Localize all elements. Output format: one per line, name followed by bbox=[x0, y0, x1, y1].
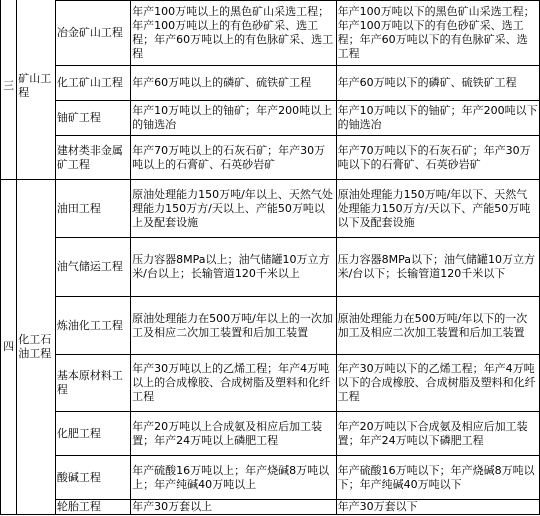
project-name-cell: 基本原材料工程 bbox=[55, 355, 130, 412]
table-row bbox=[1, 66, 540, 101]
table-row bbox=[1, 101, 540, 136]
section-category: 矿山工程 bbox=[17, 0, 56, 180]
medium-scale-cell: 年产硫酸16万吨以下；年产烧碱8万吨以下；年产纯碱40万吨以下 bbox=[336, 456, 539, 500]
large-scale-cell: 压力容器8MPa以上；油气储罐10万立方米/台以上；长输管道120千米以上 bbox=[131, 238, 336, 297]
large-scale-cell: 年产30万吨以上的乙烯工程；年产4万吨以上的合成橡胶、合成树脂及塑料和化纤工程 bbox=[131, 355, 336, 412]
large-scale-cell: 年产30万套以上 bbox=[131, 500, 336, 515]
section-number: 三 bbox=[1, 0, 17, 180]
table-row bbox=[1, 136, 540, 180]
large-scale-cell: 年产60万吨以上的磷矿、硫铁矿工程 bbox=[131, 66, 336, 101]
project-name-cell: 酸碱工程 bbox=[55, 456, 130, 500]
table-row bbox=[1, 238, 540, 297]
large-scale-cell: 原油处理能力150万吨/年以上、天然气处理能力150万方/天以上、产能50万吨以上及配套设施 bbox=[131, 180, 336, 238]
section-category: 化工石油工程 bbox=[17, 180, 56, 515]
large-scale-cell: 年产70万吨以上的石灰石矿；年产30万吨以上的石膏矿、石英砂岩矿 bbox=[131, 136, 336, 180]
medium-scale-cell: 年产10万吨以下的铀矿；年产200吨以下的铀选冶 bbox=[336, 101, 539, 136]
medium-scale-cell: 年产100万吨以下的黑色矿山采选工程；年产100万吨以下的有色砂矿采、选工程；年产60万吨以下的有色脉矿采、选工程 bbox=[336, 1, 539, 66]
project-name-cell: 化工矿山工程 bbox=[55, 66, 130, 101]
project-name-cell: 建材类非金属矿工程 bbox=[55, 136, 130, 180]
medium-scale-cell: 原油处理能力150万吨/年以下、天然气处理能力150万方/天以下、产能50万吨以下及配套设施 bbox=[336, 180, 539, 238]
project-name-cell: 油气储运工程 bbox=[55, 238, 130, 297]
table-row bbox=[1, 412, 540, 456]
project-name-cell: 冶金矿山工程 bbox=[55, 1, 130, 66]
table-row bbox=[1, 180, 540, 238]
medium-scale-cell: 年产60万吨以下的磷矿、硫铁矿工程 bbox=[336, 66, 539, 101]
project-name-cell: 化肥工程 bbox=[55, 412, 130, 456]
medium-scale-cell: 压力容器8MPa以下；油气储罐10万立方米/台以下；长输管道120千米以下 bbox=[336, 238, 539, 297]
medium-scale-cell: 原油处理能力在500万吨/年以下的一次加工及相应二次加工装置和后加工装置 bbox=[336, 297, 539, 355]
table-row bbox=[1, 355, 540, 412]
table-row bbox=[1, 500, 540, 515]
medium-scale-cell: 年产20万吨以下合成氨及相应后加工装置；年产24万吨以下磷肥工程 bbox=[336, 412, 539, 456]
large-scale-cell: 原油处理能力在500万吨/年以上的一次加工及相应二次加工装置和后加工装置 bbox=[131, 297, 336, 355]
project-name-cell: 炼油化工工程 bbox=[55, 297, 130, 355]
medium-scale-cell: 年产30万吨以下的乙烯工程；年产4万吨以下的合成橡胶、合成树脂及塑料和化纤工程 bbox=[336, 355, 539, 412]
large-scale-cell: 年产100万吨以上的黑色矿山采选工程；年产100万吨以上的有色砂矿采、选工程；年产60万吨以上的有色脉矿采、选工程 bbox=[131, 1, 336, 66]
section-number: 四 bbox=[1, 180, 17, 515]
medium-scale-cell: 年产70万吨以下的石灰石矿；年产30万吨以下的石膏矿、石英砂岩矿 bbox=[336, 136, 539, 180]
medium-scale-cell: 年产30万套以下 bbox=[336, 500, 539, 515]
large-scale-cell: 年产10万吨以上的铀矿；年产200吨以上的铀选冶 bbox=[131, 101, 336, 136]
table-row bbox=[1, 1, 540, 66]
table-row bbox=[1, 456, 540, 500]
large-scale-cell: 年产20万吨以上合成氨及相应后加工装置；年产24万吨以上磷肥工程 bbox=[131, 412, 336, 456]
project-name-cell: 油田工程 bbox=[55, 180, 130, 238]
project-name-cell: 轮胎工程 bbox=[55, 500, 130, 515]
large-scale-cell: 年产硫酸16万吨以上；年产烧碱8万吨以上；年产纯碱40万吨以上 bbox=[131, 456, 336, 500]
table-row bbox=[1, 297, 540, 355]
project-name-cell: 铀矿工程 bbox=[55, 101, 130, 136]
